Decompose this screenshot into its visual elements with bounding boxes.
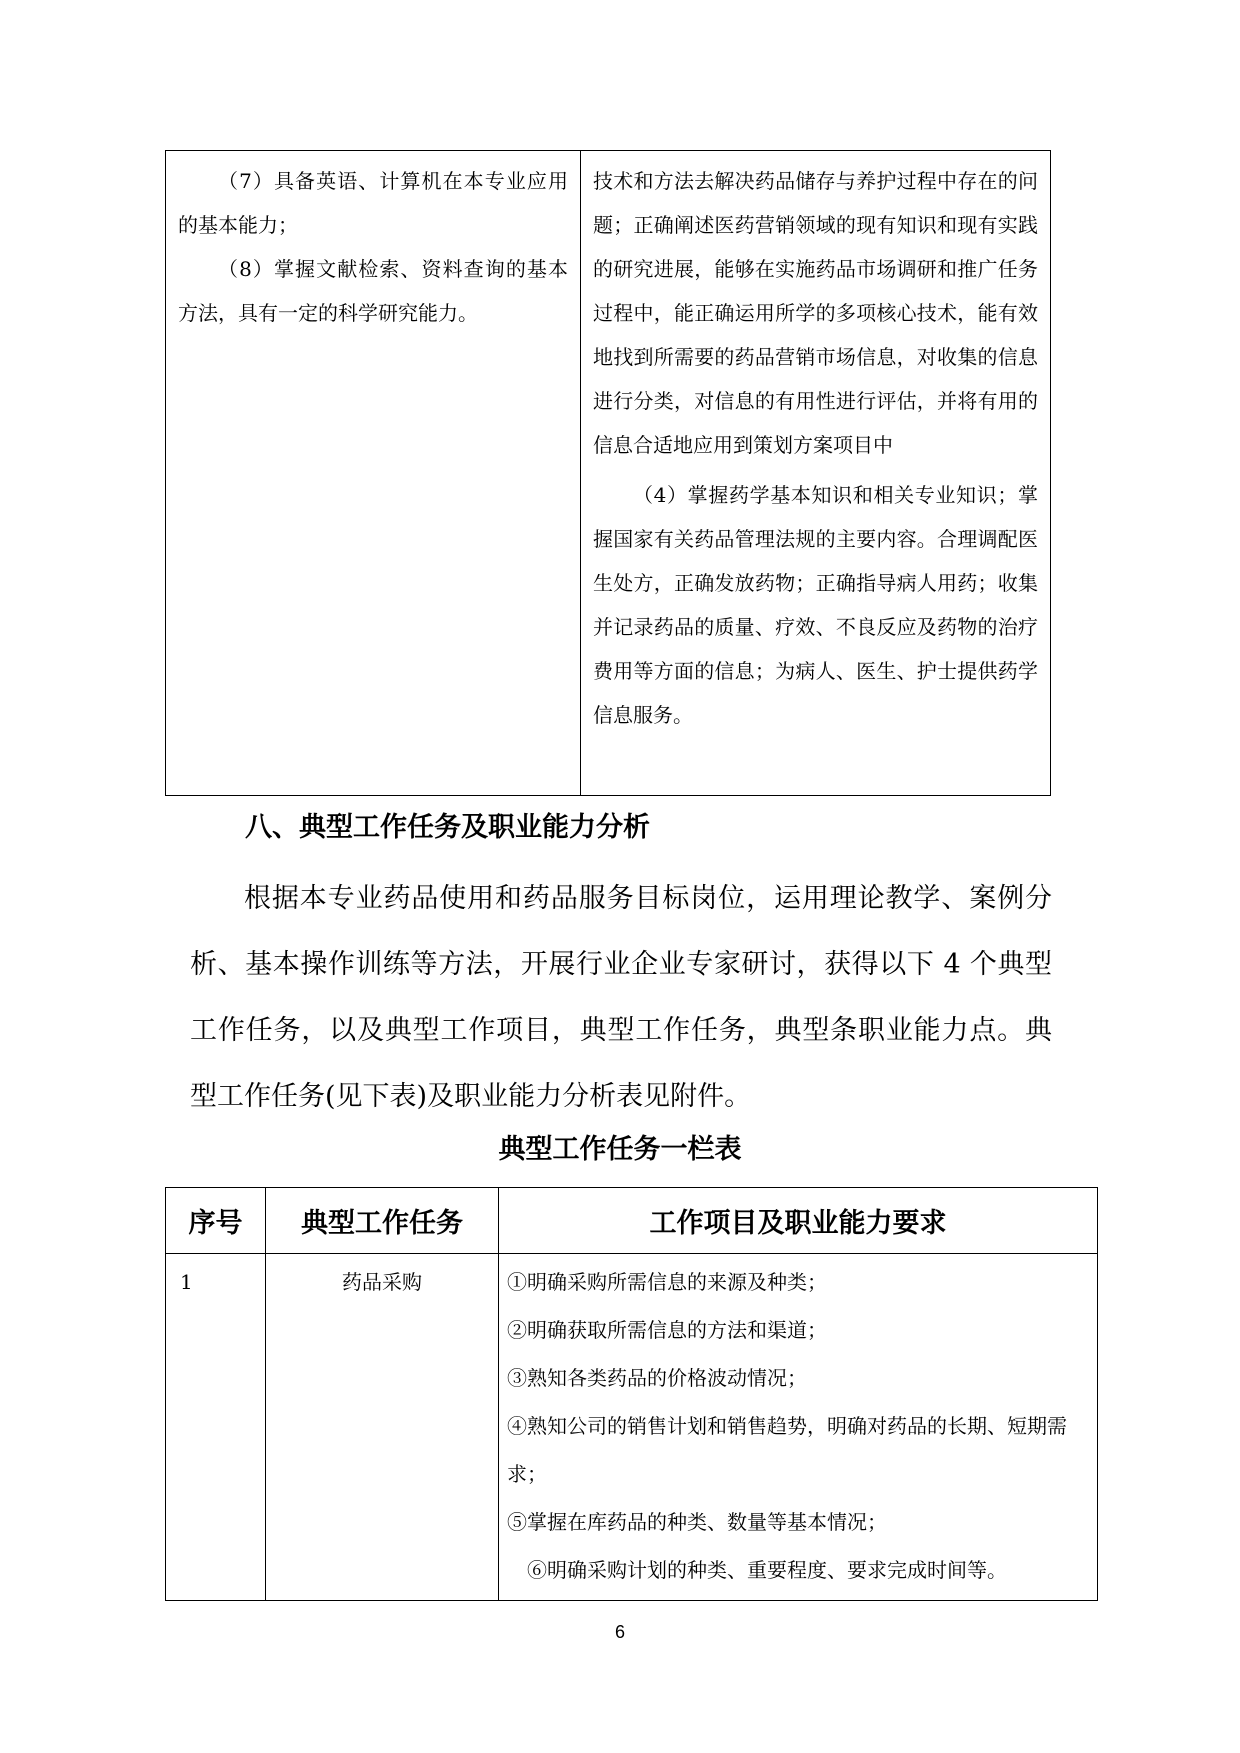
requirement-item: ⑤掌握在库药品的种类、数量等基本情况； (507, 1510, 887, 1534)
row-serial: 1 (166, 1254, 266, 1601)
continuation-table (165, 150, 1051, 796)
ability-item-7: （7）具备英语、计算机在本专业应用的基本能力； (178, 169, 568, 237)
requirement-item: ⑥明确采购计划的种类、重要程度、要求完成时间等。 (527, 1558, 1007, 1582)
requirement-item: ②明确获取所需信息的方法和渠道； (507, 1318, 827, 1342)
table-header-row (166, 1188, 1098, 1254)
header-requirements: 工作项目及职业能力要求 (499, 1188, 1098, 1254)
header-task: 典型工作任务 (266, 1188, 499, 1254)
left-cell (166, 151, 581, 796)
section-heading: 八、典型工作任务及职业能力分析 (245, 812, 650, 843)
right-cell (581, 151, 1051, 796)
table-row (166, 151, 1051, 796)
ability-text-continued: 技术和方法去解决药品储存与养护过程中存在的问题；正确阐述医药营销领域的现有知识和现有实践的研究进展，能够在实施药品市场调研和推广任务过程中，能正确运用所学的多项核心技术，能有效地找到所需要的药品营销市场信息，对收集的信息进行分类，对信息的有用性进行评估，并将有用的信息合适地应用到策划方案项目中 (593, 169, 1038, 457)
header-serial: 序号 (166, 1188, 266, 1254)
body-paragraph: 根据本专业药品使用和药品服务目标岗位，运用理论教学、案例分析、基本操作训练等方法，开展行业企业专家研讨，获得以下 4 个典型工作任务，以及典型工作项目，典型工作任务，典型条职业能力点。典型工作任务(见下表)及职业能力分析表见附件。 (190, 883, 1052, 1112)
table-row (166, 1254, 1098, 1601)
requirement-item: ④熟知公司的销售计划和销售趋势，明确对药品的长期、短期需求； (507, 1414, 1067, 1486)
row-requirements (499, 1254, 1098, 1601)
page-number: 6 (614, 1622, 625, 1642)
ability-item-4: （4）掌握药学基本知识和相关专业知识；掌握国家有关药品管理法规的主要内容。合理调配医生处方，正确发放药物；正确指导病人用药；收集并记录药品的质量、疗效、不良反应及药物的治疗费用等方面的信息；为病人、医生、护士提供药学信息服务。 (593, 483, 1038, 727)
requirement-item: ③熟知各类药品的价格波动情况； (507, 1366, 807, 1390)
requirement-item: ①明确采购所需信息的来源及种类； (507, 1270, 827, 1294)
task-table-title: 典型工作任务一栏表 (498, 1134, 742, 1165)
ability-item-8: （8）掌握文献检索、资料查询的基本方法，具有一定的科学研究能力。 (178, 257, 568, 325)
task-table (165, 1187, 1098, 1601)
row-task: 药品采购 (266, 1254, 499, 1601)
